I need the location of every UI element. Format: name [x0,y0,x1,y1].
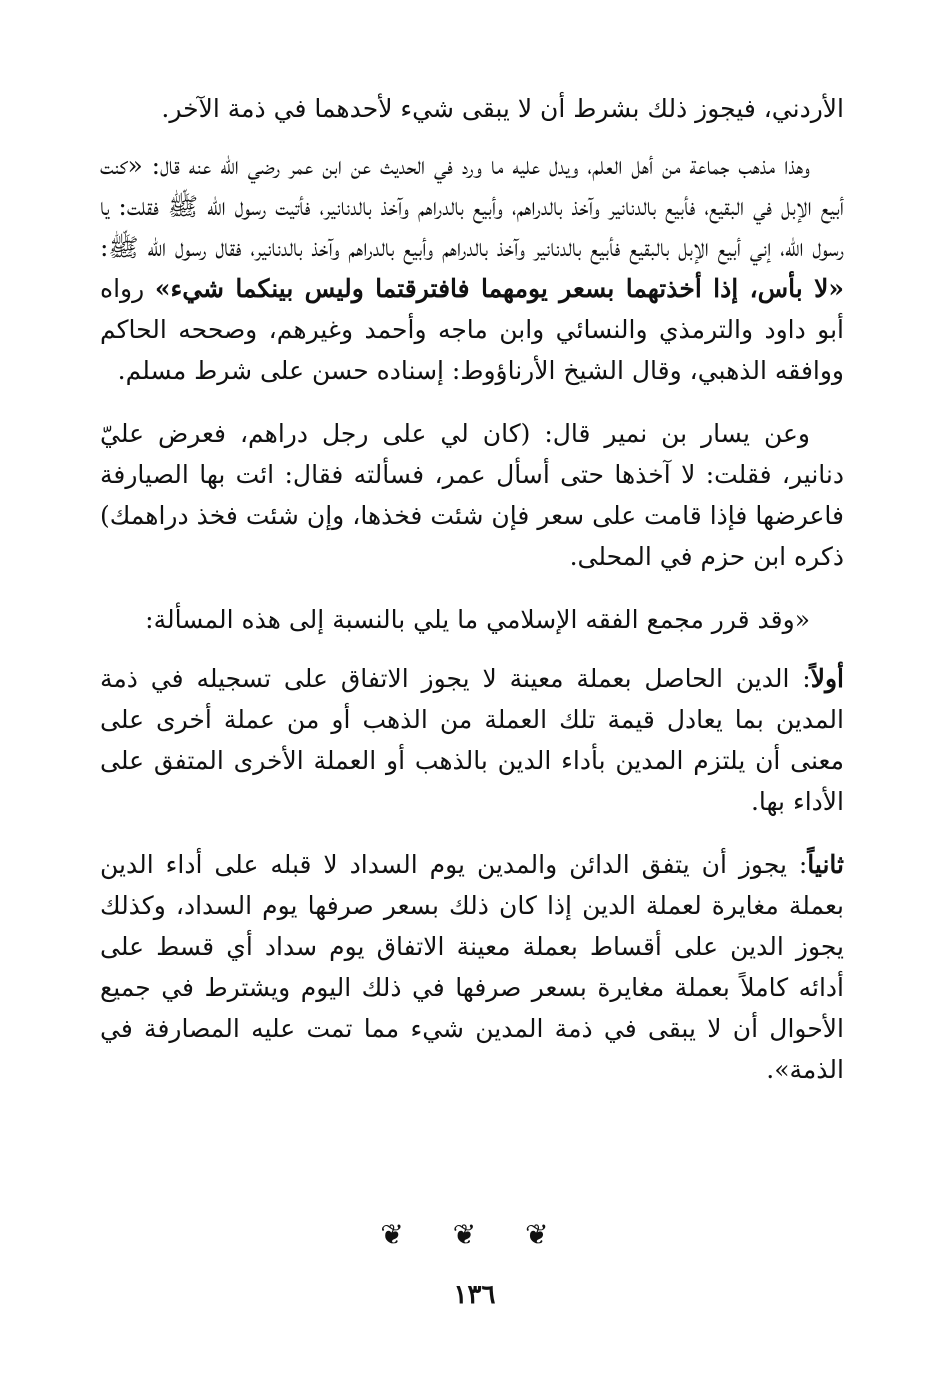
paragraph-continuation [100,88,844,129]
text-segment: «وقد قرر مجمع الفقه الإسلامي ما يلي بالنسبة إلى هذه المسألة: [145,605,810,634]
paragraph-first-ruling [100,658,844,822]
ruling-number: أولاً [810,664,844,693]
paragraph-yasar-narration [100,413,844,577]
text-segment: رواه أبو داود والترمذي والنسائي وابن ماجه وأحمد وغيرهم، وصححه الحاكم ووافقه الذهبي، وقال الشيخ الأرناؤوط: إسناده حسن على شرط مسلم. [100,274,844,385]
paragraph-council-intro [100,599,844,640]
text-segment: : يجوز أن يتفق الدائن والمدين يوم السداد لا قبله على أداء الدين بعملة مغايرة لعملة الدين إذا كان ذلك بسعر صرفها يوم السداد، وكذلك يجوز الدين على أقساط بعملة معينة الاتفاق يوم سداد أي قسط على أدائه كاملاً بعملة مغايرة بسعر صرفها في ذلك اليوم ويشترط في جميع الأحوال أن لا يبقى في ذمة المدين شيء مما تمت عليه المصارفة في الذمة». [100,850,844,1084]
paragraph-second-ruling [100,844,844,1090]
paragraph-ibn-umar-hadith [100,145,844,391]
text-segment: وعن يسار بن نمير قال: (كان لي على رجل دراهم، فعرض عليّ دنانير، فقلت: لا آخذها حتى أسأل عمر، فسألته فقال: ائت بها الصيارفة فاعرضها فإذا قامت على سعر فإن شئت فخذها، وإن شئت فخذ دراهمك) ذكره ابن حزم في المحلى. [100,419,844,571]
text-segment: : الدين الحاصل بعملة معينة لا يجوز الاتفاق على تسجيله في ذمة المدين بما يعادل قيمة تلك العملة من الذهب أو من عملة أخرى على معنى أن يلتزم المدين بأداء الدين بالذهب أو العملة الأخرى المتفق على الأداء بها. [100,664,844,816]
text-segment: وهذا مذهب جماعة من أهل العلم، ويدل عليه ما ورد في الحديث عن ابن عمر رضي الله عنه قال: «كنت أبيع الإبل في البقيع، فأبيع بالدنانير وآخذ بالدراهم، وأبيع بالدراهم وآخذ بالدنانير، فأتيت رسول الله ﷺ فقلت: يا رسول الله، إني أبيع الإبل بالبقيع فأبيع بالدنانير وآخذ بالدراهم وأبيع بالدراهم وآخذ بالدنانير، فقال رسول الله ﷺ: [100,151,844,262]
section-ornament: ❦ ❦ ❦ [380,1218,569,1251]
page-body [100,88,844,1112]
hadith-quote: «لا بأس، إذا أخذتهما بسعر يومهما فافترقتما وليس بينكما شيء» [154,274,844,303]
text-segment: الأردني، فيجوز ذلك بشرط أن لا يبقى شيء لأحدهما في ذمة الآخر. [161,94,844,123]
ruling-number: ثانياً [807,850,844,879]
page-number: ١٣٦ [453,1280,496,1310]
